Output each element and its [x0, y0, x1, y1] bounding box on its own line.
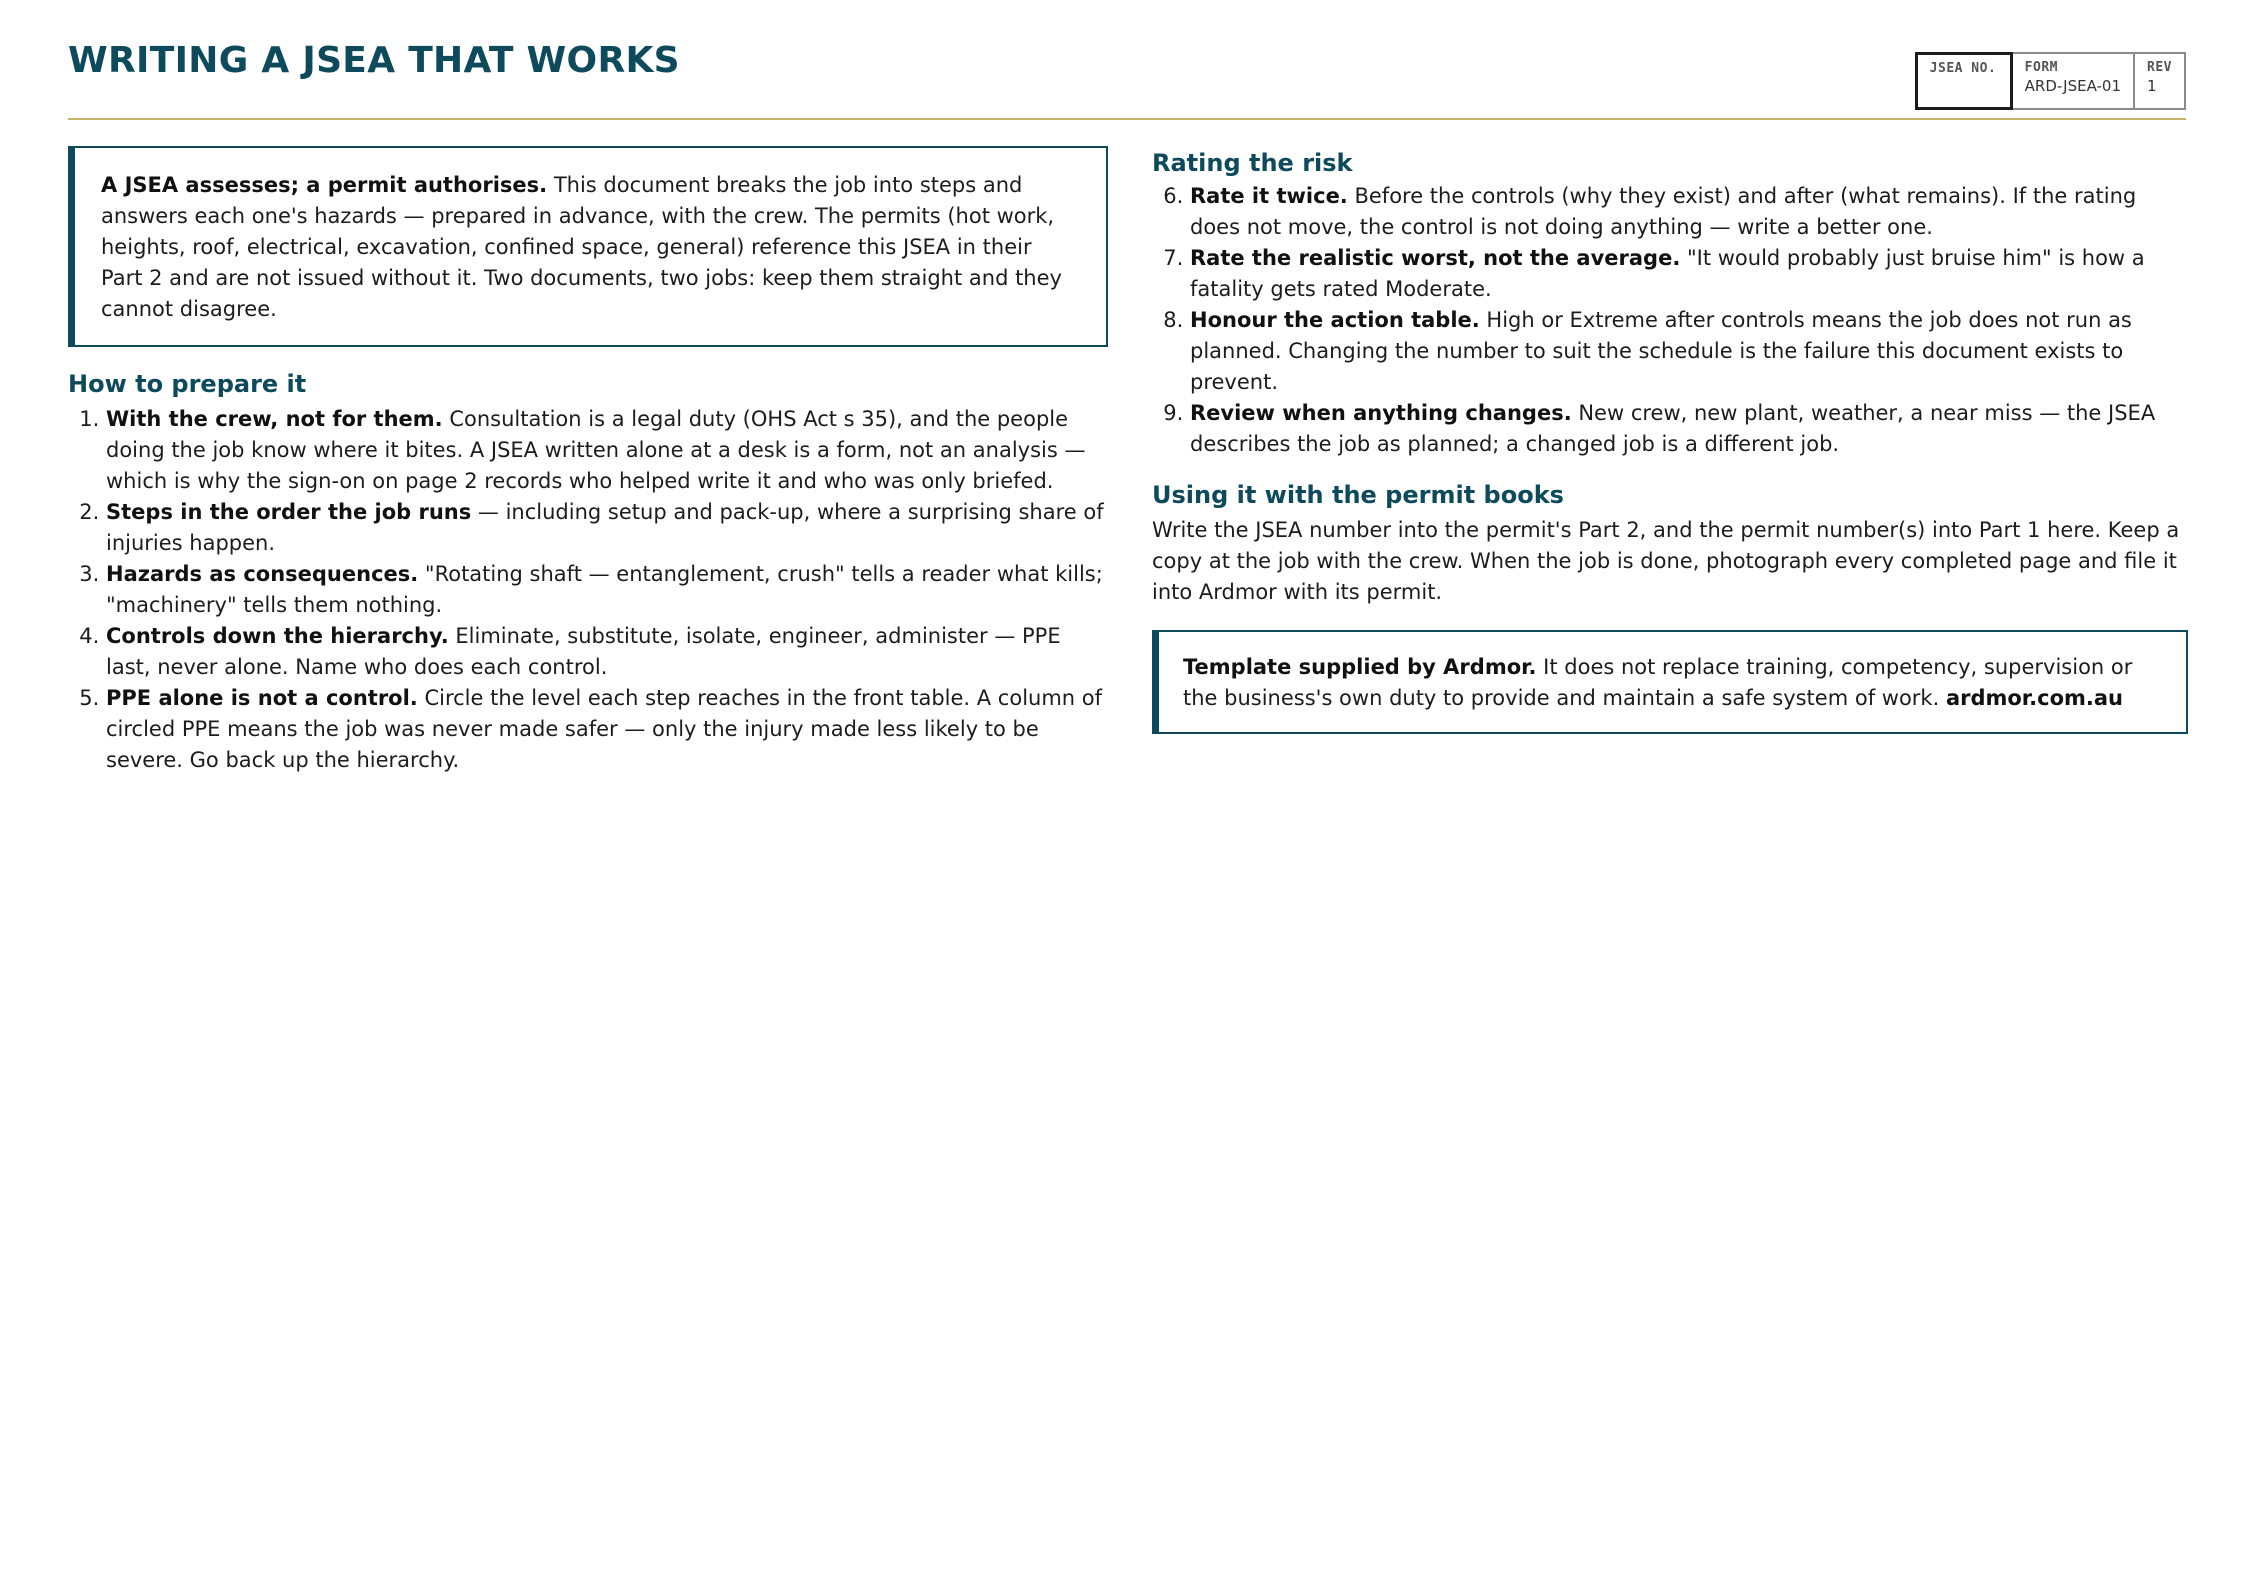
intro-text	[101, 170, 1078, 325]
template-notice-callout	[1152, 630, 2188, 734]
revision-box	[2135, 52, 2186, 110]
list-item-body: "It would probably just bruise him" is how a fatality gets rated Moderate.	[1190, 246, 2145, 301]
prepare-list	[68, 404, 1108, 776]
revision-label: REV	[2147, 60, 2172, 75]
list-item-body: Circle the level each step reaches in the front table. A column of circled PPE means the job was never made safer — only the injury made less likely to be severe. Go back up the hierarchy.	[106, 686, 1103, 772]
form-meta-boxes	[1915, 52, 2186, 110]
list-item	[1190, 305, 2188, 398]
form-code-label: FORM	[2024, 60, 2058, 75]
intro-body: This document breaks the job into steps and answers each one's hazards — prepared in advance, with the crew. The permits (hot work, heights, roof, electrical, excavation, confined space, general) reference this JSEA in their Part 2 and are not issued without it. Two documents, two jobs: keep them straight and they cannot disagree.	[101, 173, 1062, 321]
list-item	[106, 683, 1108, 776]
jsea-number-label: JSEA NO.	[1929, 61, 1997, 76]
list-item-lead: Review when anything changes.	[1190, 401, 1572, 425]
list-item	[106, 497, 1108, 559]
template-notice-body: It does not replace training, competency, supervision or the business's own duty to provide and maintain a safe system of work.	[1183, 655, 2133, 710]
rating-list	[1152, 181, 2188, 460]
list-item	[1190, 181, 2188, 243]
prepare-heading: How to prepare it	[68, 370, 307, 398]
right-column	[1152, 148, 2188, 734]
list-item-lead: Controls down the hierarchy.	[106, 624, 449, 648]
list-item-lead: PPE alone is not a control.	[106, 686, 418, 710]
list-item-lead: Rate it twice.	[1190, 184, 1348, 208]
list-item-body: Before the controls (why they exist) and after (what remains). If the rating does not move, the control is not doing anything — write a better one.	[1190, 184, 2137, 239]
list-item-lead: Rate the realistic worst, not the average.	[1190, 246, 1681, 270]
left-column	[68, 146, 1108, 776]
list-item-body: Consultation is a legal duty (OHS Act s 35), and the people doing the job know where it bites. A JSEA written alone at a desk is a form, not an analysis — which is why the sign-on on page 2 records who helped write it and who was only briefed.	[106, 407, 1086, 493]
permit-books-text: Write the JSEA number into the permit's Part 2, and the permit number(s) into Part 1 here. Keep a copy at the job with the crew. When the job is done, photograph every completed page and file it into Ardmor with its permit.	[1152, 518, 2180, 604]
list-item-lead: Steps in the order the job runs	[106, 500, 472, 524]
list-item	[106, 559, 1108, 621]
list-item-lead: With the crew, not for them.	[106, 407, 443, 431]
list-item-body: High or Extreme after controls means the job does not run as planned. Changing the number to suit the schedule is the failure this document exists to prevent.	[1190, 308, 2132, 394]
jsea-number-box[interactable]	[1915, 52, 2013, 110]
revision-value: 1	[2147, 77, 2157, 95]
list-item	[106, 621, 1108, 683]
template-notice-lead: Template supplied by Ardmor.	[1183, 655, 1537, 679]
header-divider	[68, 118, 2186, 120]
form-code-value: ARD-JSEA-01	[2024, 77, 2122, 95]
page-title: WRITING A JSEA THAT WORKS	[68, 40, 680, 81]
rating-heading: Rating the risk	[1152, 149, 1353, 177]
list-item	[1190, 398, 2188, 460]
list-item	[106, 404, 1108, 497]
list-item	[1190, 243, 2188, 305]
template-notice-text	[1183, 652, 2158, 714]
ardmor-website-link[interactable]: ardmor.com.au	[1945, 686, 2124, 710]
list-item-body: — including setup and pack-up, where a surprising share of injuries happen.	[106, 500, 1104, 555]
list-item-body: Eliminate, substitute, isolate, engineer, administer — PPE last, never alone. Name who does each control.	[106, 624, 1061, 679]
list-item-body: "Rotating shaft — entanglement, crush" tells a reader what kills; "machinery" tells them nothing.	[106, 562, 1103, 617]
intro-lead: A JSEA assesses; a permit authorises.	[101, 173, 548, 197]
list-item-body: New crew, new plant, weather, a near miss — the JSEA describes the job as planned; a changed job is a different job.	[1190, 401, 2156, 456]
permit-books-heading: Using it with the permit books	[1152, 481, 1564, 509]
list-item-lead: Honour the action table.	[1190, 308, 1480, 332]
intro-callout	[68, 146, 1108, 347]
form-code-box	[2013, 52, 2135, 110]
list-item-lead: Hazards as consequences.	[106, 562, 419, 586]
